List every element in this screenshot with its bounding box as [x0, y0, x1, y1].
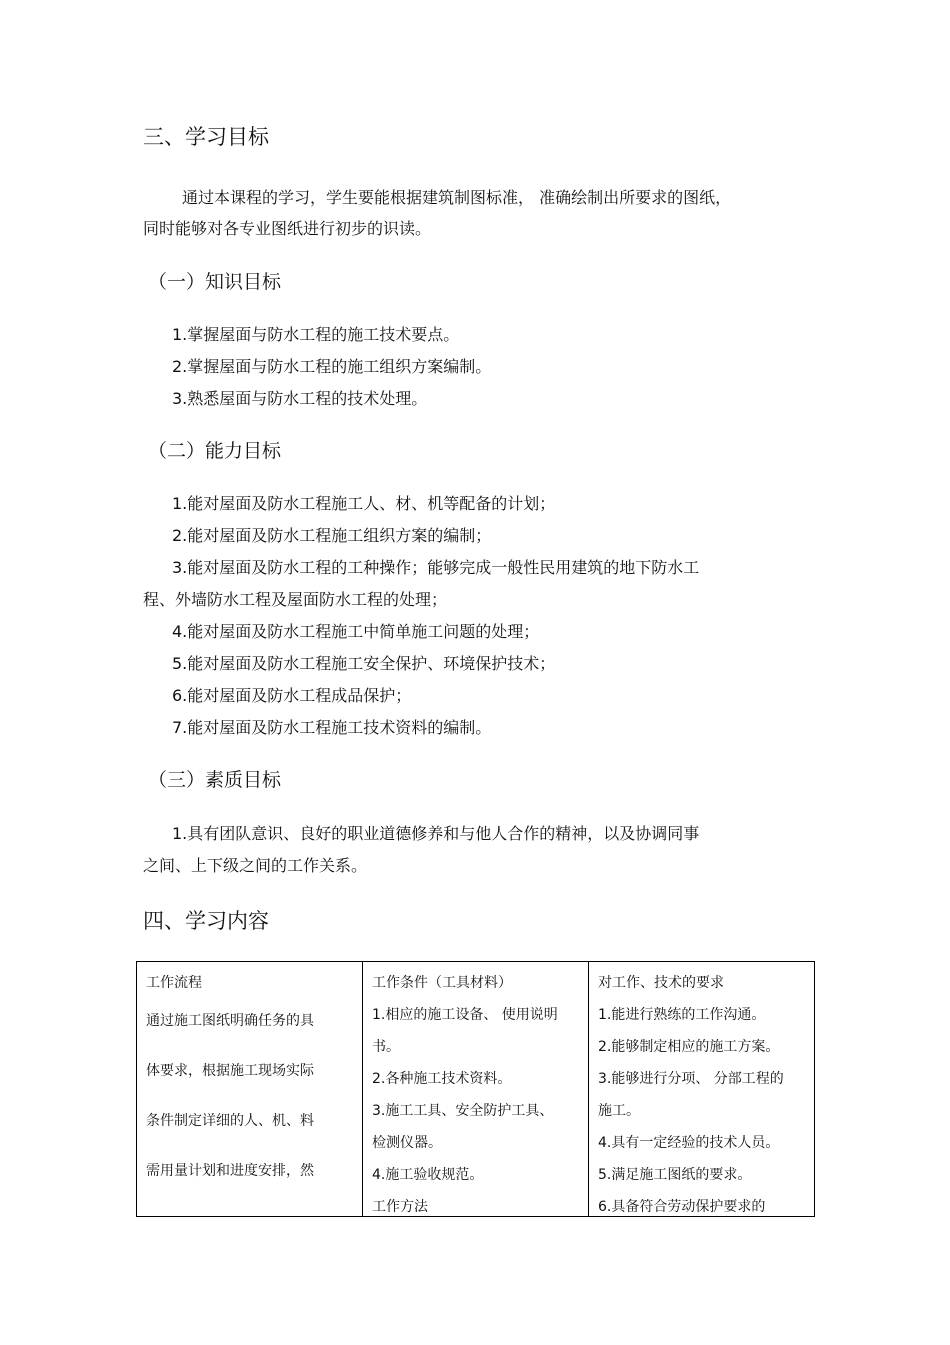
table-cell-text: 5.满足施工图纸的要求。 — [598, 1167, 752, 1183]
ability-item: 3.能对屋面及防水工程的工种操作；能够完成一般性民用建筑的地下防水工 — [172, 558, 700, 577]
table-cell-text: 4.具有一定经验的技术人员。 — [598, 1135, 780, 1151]
table-cell-text: 工作条件（工具材料） — [372, 975, 512, 991]
quality-line-1: 1.具有团队意识、良好的职业道德修养和与他人合作的精神，以及协调同事 — [172, 824, 700, 843]
section-3-title: 三、学习目标 — [143, 125, 269, 149]
intro-line-2: 同时能够对各专业图纸进行初步的识读。 — [143, 219, 432, 238]
table-cell-text: 施工。 — [598, 1103, 640, 1119]
table-cell-text: 4.施工验收规范。 — [372, 1167, 484, 1183]
table-cell-text: 2.各种施工技术资料。 — [372, 1071, 512, 1087]
table-cell-text: 1.能进行熟练的工作沟通。 — [598, 1007, 766, 1023]
knowledge-item: 2.掌握屋面与防水工程的施工组织方案编制。 — [172, 357, 492, 376]
table-cell-text: 检测仪器。 — [372, 1135, 442, 1151]
ability-item: 5.能对屋面及防水工程施工安全保护、环境保护技术； — [172, 654, 556, 673]
table-column-workflow — [137, 962, 363, 1217]
table-cell-text: 3.施工工具、安全防护工具、 — [372, 1103, 554, 1119]
table-column-requirements — [589, 962, 815, 1217]
ability-item: 程、外墙防水工程及屋面防水工程的处理； — [143, 590, 448, 609]
table-cell-text: 对工作、技术的要求 — [598, 975, 724, 991]
table-column-conditions — [363, 962, 589, 1217]
table-cell-text: 3.能够进行分项、 分部工程的 — [598, 1071, 784, 1087]
table-cell-text: 需用量计划和进度安排，然 — [146, 1163, 314, 1179]
knowledge-title: （一）知识目标 — [148, 271, 282, 293]
section-4-title: 四、学习内容 — [143, 909, 269, 933]
table-cell-text: 条件制定详细的人、机、料 — [146, 1113, 314, 1129]
table-cell-text: 1.相应的施工设备、 使用说明 — [372, 1007, 558, 1023]
knowledge-item: 1.掌握屋面与防水工程的施工技术要点。 — [172, 325, 460, 344]
ability-title: （二）能力目标 — [148, 440, 282, 462]
learning-content-table — [136, 961, 815, 1217]
table-cell-text: 工作方法 — [372, 1199, 428, 1215]
knowledge-item: 3.熟悉屋面与防水工程的技术处理。 — [172, 389, 428, 408]
ability-item: 6.能对屋面及防水工程成品保护； — [172, 686, 412, 705]
table-cell-text: 6.具备符合劳动保护要求的 — [598, 1199, 766, 1215]
table-cell-text: 2.能够制定相应的施工方案。 — [598, 1039, 780, 1055]
table-cell-text: 体要求，根据施工现场实际 — [146, 1063, 314, 1079]
quality-line-2: 之间、上下级之间的工作关系。 — [143, 856, 368, 875]
intro-line-1: 通过本课程的学习，学生要能根据建筑制图标准， 准确绘制出所要求的图纸， — [182, 188, 732, 207]
table-cell-text: 工作流程 — [146, 975, 202, 991]
quality-title: （三）素质目标 — [148, 769, 282, 791]
table-cell-text: 通过施工图纸明确任务的具 — [146, 1013, 314, 1029]
ability-item: 2.能对屋面及防水工程施工组织方案的编制； — [172, 526, 492, 545]
table-cell-text: 书。 — [372, 1039, 400, 1055]
ability-item: 4.能对屋面及防水工程施工中简单施工问题的处理； — [172, 622, 540, 641]
ability-item: 1.能对屋面及防水工程施工人、材、机等配备的计划； — [172, 494, 556, 513]
ability-item: 7.能对屋面及防水工程施工技术资料的编制。 — [172, 718, 492, 737]
